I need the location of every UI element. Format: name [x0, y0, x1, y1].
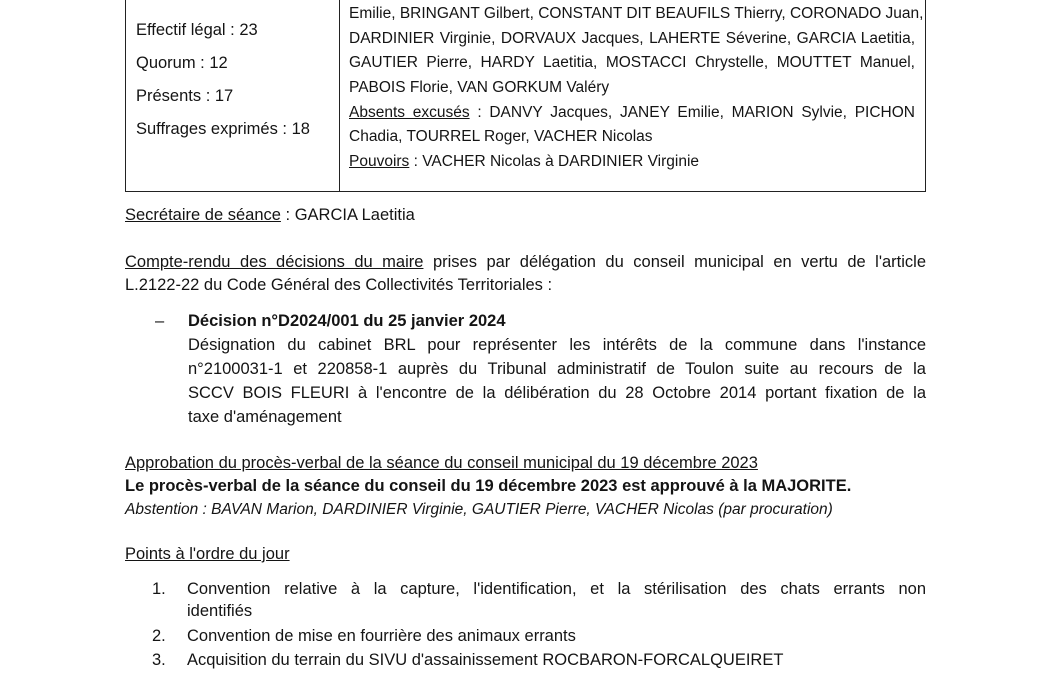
presents-line-1: Emilie, BRINGANT Gilbert, CONSTANT DIT BEAUFILS Thierry, CORONADO Juan, [349, 5, 924, 22]
pouvoirs-text: : VACHER Nicolas à DARDINIER Virginie [409, 153, 700, 170]
item-text-line-1: Convention relative à la capture, l'identification, et la stérilisation des chats errants non [187, 580, 926, 598]
absents-label: Absents excusés [349, 104, 470, 121]
item-text: Acquisition du terrain du SIVU d'assainissement ROCBARON-FORCALQUEIRET [187, 651, 784, 669]
pouvoirs-line [349, 153, 915, 171]
approbation-result: Le procès-verbal de la séance du conseil du 19 décembre 2023 est approuvé à la MAJORITE. [125, 477, 852, 495]
quorum: Quorum : 12 [136, 54, 228, 72]
item-number: 3. [152, 651, 166, 669]
decision-line-1: Désignation du cabinet BRL pour représenter les intérêts de la commune dans l'instance [188, 336, 926, 354]
compte-rendu-line-1 [125, 253, 926, 272]
item-text: Convention de mise en fourrière des animaux errants [187, 627, 576, 645]
presents-line-2: DARDINIER Virginie, DORVAUX Jacques, LAHERTE Séverine, GARCIA Laetitia, [349, 30, 915, 47]
points-heading: Points à l'ordre du jour [125, 545, 290, 563]
item-text-line-2: identifiés [187, 602, 253, 620]
suffrages-exprimes: Suffrages exprimés : 18 [136, 120, 310, 138]
absents-line-2: Chadia, TOURREL Roger, VACHER Nicolas [349, 128, 653, 145]
compte-rendu-label: Compte-rendu des décisions du maire [125, 253, 424, 271]
absents-line-1 [349, 104, 915, 122]
presents-line-4: PABOIS Florie, VAN GORKUM Valéry [349, 79, 610, 96]
secretaire-value: : GARCIA Laetitia [280, 206, 415, 224]
approbation-heading: Approbation du procès-verbal de la séance du conseil municipal du 19 décembre 2023 [125, 454, 758, 472]
absents-line-1-text: : DANVY Jacques, JANEY Emilie, MARION Sylvie, PICHON [469, 104, 915, 121]
compte-rendu-line-2: L.2122-22 du Code Général des Collectivités Territoriales : [125, 276, 553, 294]
decision-line-4: taxe d'aménagement [188, 408, 342, 426]
effectif-legal: Effectif légal : 23 [136, 21, 258, 39]
approbation-abstention: Abstention : BAVAN Marion, DARDINIER Virginie, GAUTIER Pierre, VACHER Nicolas (par procuration) [125, 501, 833, 518]
decision-line-3: SCCV BOIS FLEURI à l'encontre de la délibération du 28 Octobre 2014 portant fixation de la [188, 384, 926, 402]
item-number: 2. [152, 627, 166, 645]
decision-bullet: – [155, 312, 165, 330]
decision-title: Décision n°D2024/001 du 25 janvier 2024 [188, 312, 506, 330]
compte-rendu-line-1-text: prises par délégation du conseil municipal en vertu de l'article [423, 253, 927, 271]
secretaire-label: Secrétaire de séance [125, 206, 281, 224]
pouvoirs-label: Pouvoirs [349, 153, 410, 170]
attendance-table [125, 0, 926, 192]
item-number: 1. [152, 580, 166, 598]
table-divider [339, 0, 340, 191]
secretaire-line [125, 206, 415, 225]
presents-count: Présents : 17 [136, 87, 234, 105]
presents-line-3: GAUTIER Pierre, HARDY Laetitia, MOSTACCI Chrystelle, MOUTTET Manuel, [349, 54, 915, 71]
decision-line-2: n°2100031-1 et 220858-1 auprès du Tribunal administratif de Toulon suite au recours de la [188, 360, 926, 378]
